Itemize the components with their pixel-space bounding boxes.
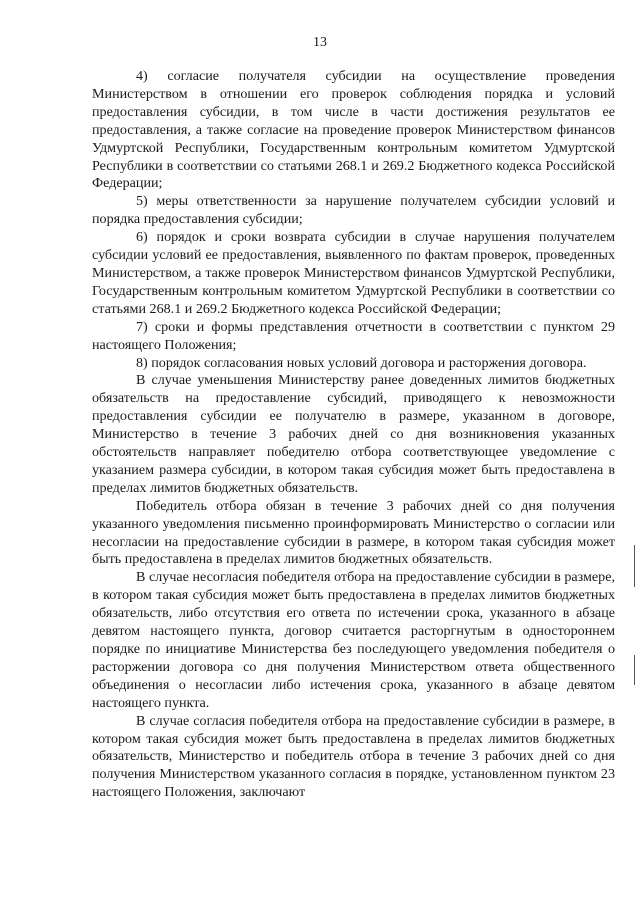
paragraph-item-8: 8) порядок согласования новых условий договора и расторжения договора. <box>136 354 587 371</box>
paragraph-item-6: 6) порядок и сроки возврата субсидии в случае нарушения получателем субсидии условий ее предоставления, выявленного по фактам проверок, проведенных Министерством, а также проверок Министерством финансов Удмуртской Республики, Государственным контрольным комитетом Удмуртской Республики в соответствии со статьями 268.1 и 269.2 Бюджетного кодекса Российской Федерации; <box>92 229 615 317</box>
paragraph-item-5: 5) меры ответственности за нарушение получателем субсидии условий и порядка предоставления субсидии; <box>92 193 615 228</box>
paragraph-item-4: 4) согласие получателя субсидии на осуществление проведения Министерством в отношении его проверок соблюдения порядка и условий предоставления субсидии, в том числе в части достижения результатов ее предоставления, а также согласие на проведение проверок Министерством финансов Удмуртской Республики, Государственным контрольным комитетом Удмуртской Республики в соответствии со статьями 268.1 и 269.2 Бюджетного кодекса Российской Федерации; <box>92 68 615 192</box>
page-number: 13 <box>313 35 327 50</box>
paragraph-disagreement: В случае несогласия победителя отбора на предоставление субсидии в размере, в котором такая субсидия может быть предоставлена в пределах лимитов бюджетных обязательств, либо отсутствия его ответа по истечении срока, указанного в абзаце девятом настоящего пункта, договор считается расторгнутым в одностороннем порядке по инициативе Министерства без последующего уведомления победителя о расторжении договора со дня получения Министерством ответа общественного объединения о несогласии либо истечения срока, указанного в абзаце девятом настоящего пункта. <box>92 569 615 711</box>
scan-margin-mark <box>634 545 635 587</box>
scan-margin-mark <box>634 655 635 685</box>
paragraph-limits-reduction: В случае уменьшения Министерству ранее доведенных лимитов бюджетных обязательств на предоставление субсидий, приводящего к невозможности предоставления субсидии ее получателю в размере, указанном в договоре, Министерство в течение 3 рабочих дней со дня возникновения указанных обстоятельств направляет победителю отбора соответствующее уведомление с указанием размера субсидии, в котором такая субсидия может быть предоставлена в пределах лимитов бюджетных обязательств. <box>92 372 615 496</box>
paragraph-winner-obligation: Победитель отбора обязан в течение 3 рабочих дней со дня получения указанного уведомления письменно проинформировать Министерство о согласии или несогласии на предоставление субсидии в размере, в котором такая субсидия может быть предоставлена в пределах лимитов бюджетных обязательств. <box>92 497 615 568</box>
paragraph-item-7: 7) сроки и формы представления отчетности в соответствии с пунктом 29 настоящего Положения; <box>92 318 615 353</box>
document-body <box>92 68 615 802</box>
paragraph-agreement: В случае согласия победителя отбора на предоставление субсидии в размере, в котором такая субсидия может быть предоставлена в пределах лимитов бюджетных обязательств, Министерство и победитель отбора в течение 3 рабочих дней со дня получения Министерством указанного согласия в порядке, установленном пунктом 23 настоящего Положения, заключают <box>92 712 615 801</box>
